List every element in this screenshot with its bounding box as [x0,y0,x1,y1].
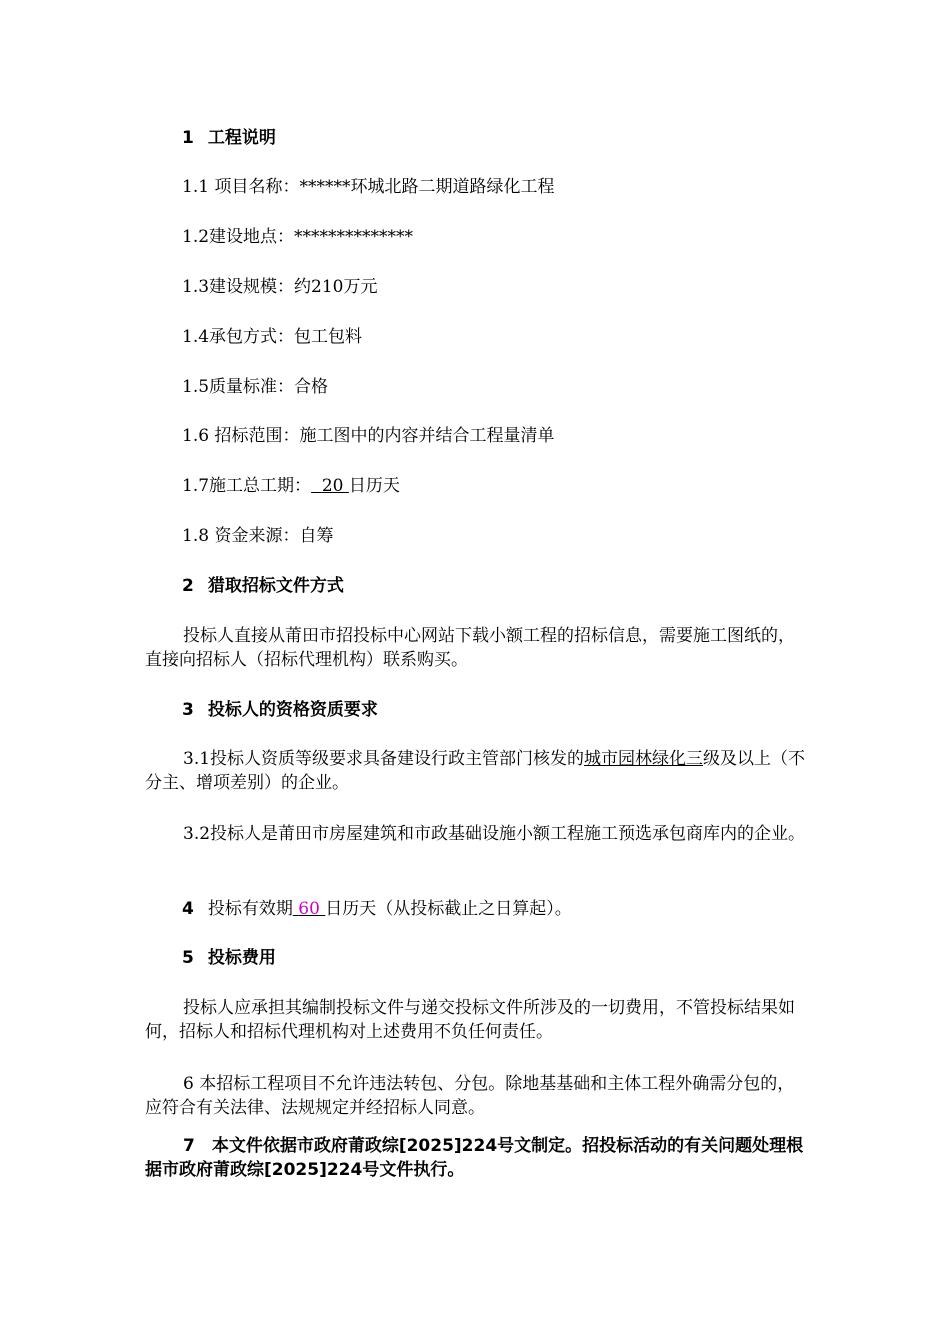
item-value: 施工图中的内容并结合工程量清单 [299,426,555,446]
item-1-8 [182,525,333,547]
section-number: 2 [182,576,194,596]
item-label: 1.5质量标准： [182,377,295,397]
section-5-body: 投标人应承担其编制投标文件与递交投标文件所涉及的一切费用，不管投标结果如何，招标人和招标代理机构对上述费用不负任何责任。 [145,998,795,1042]
item-label: 1.1 项目名称： [182,177,300,197]
section-number: 4 [182,899,194,919]
item-1-5 [182,376,328,398]
item-value: 约210万元 [294,277,378,297]
section-title: 投标人的资格资质要求 [207,700,378,720]
section-5-heading [182,947,276,969]
section-1-heading [182,127,276,149]
section-title: 投标费用 [207,948,276,968]
validity-value: 60 [298,899,320,919]
item-1-4 [182,326,362,348]
section-number: 5 [182,948,194,968]
validity-suffix: 日历天（从投标截止之日算起）。 [325,899,572,919]
item-value: ******环城北路二期道路绿化工程 [299,177,555,197]
section-title: 猎取招标文件方式 [207,576,344,596]
item-value: 合格 [294,377,329,397]
item-1-1 [182,176,554,198]
item-1-3 [182,276,378,298]
item-value: 包工包料 [294,327,363,347]
text-run: 级及以上（不分主、增项差别）的企业。 [145,749,806,793]
item-label: 1.2建设地点： [182,227,295,247]
item-1-6 [182,425,554,447]
section-number: 1 [182,128,194,148]
item-suffix: 日历天 [348,476,400,496]
item-label: 1.7施工总工期： [182,476,312,496]
section-3-heading [182,699,378,721]
section-title: 工程说明 [207,128,276,148]
section-2-heading [182,575,344,597]
text-run: 3.1投标人资质等级要求具备建设行政主管部门核发的 [183,749,585,769]
item-label: 1.8 资金来源： [182,526,300,546]
duration-blank [311,476,349,496]
section-number: 3 [182,700,194,720]
section-2-body: 投标人直接从莆田市招投标中心网站下载小额工程的招标信息，需要施工图纸的，直接向招标人（招标代理机构）联系购买。 [145,626,795,670]
item-value: 自筹 [299,526,334,546]
section-3-1-body [145,747,807,795]
section-4-line [182,898,572,920]
qualification-underlined: 城市园林绿化三 [584,749,704,769]
section-3-2-body: 3.2投标人是莆田市房屋建筑和市政基础设施小额工程施工预选承包商库内的企业。 [183,824,806,844]
item-value: ************** [294,227,414,247]
section-6-body: 6 本招标工程项目不允许违法转包、分包。除地基基础和主体工程外确需分包的，应符合有关法律、法规规定并经招标人同意。 [145,1074,795,1118]
item-label: 1.3建设规模： [182,277,295,297]
validity-prefix: 投标有效期 [207,899,293,919]
item-label: 1.4承包方式： [182,327,295,347]
validity-blank [293,899,325,919]
item-1-7 [182,475,400,497]
item-value: 20 [321,476,344,496]
section-7-body: 7 本文件依据市政府莆政综[2025]224号文制定。招投标活动的有关问题处理根据市政府莆政综[2025]224号文件执行。 [145,1136,804,1180]
item-1-2 [182,226,413,248]
item-label: 1.6 招标范围： [182,426,300,446]
